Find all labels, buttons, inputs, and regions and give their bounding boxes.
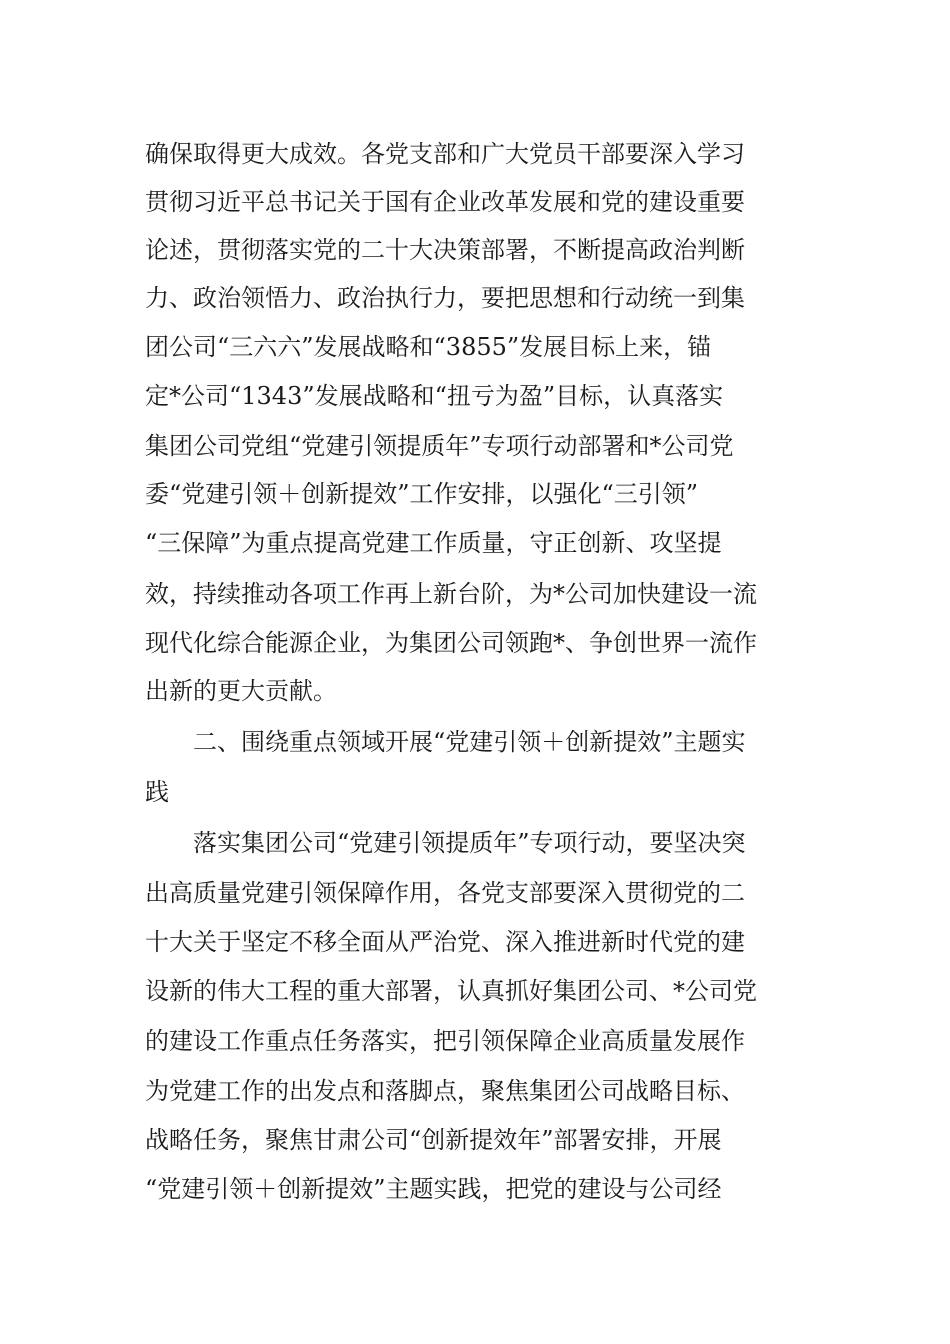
text-line-19: 的建设工作重点任务落实，把引领保障企业高质量发展作 xyxy=(145,1027,745,1055)
text-line-12: 出新的更大贡献。 xyxy=(145,677,337,705)
section-heading-line-2: 践 xyxy=(145,778,169,806)
text-line-9: “三保障”为重点提高党建工作质量，守正创新、攻坚提 xyxy=(145,529,722,557)
text-line-4: 力、政治领悟力、政治执行力，要把思想和行动统一到集 xyxy=(145,284,745,312)
text-line-2: 贯彻习近平总书记关于国有企业改革发展和党的建设重要 xyxy=(145,188,745,216)
text-line-17: 十大关于坚定不移全面从严治党、深入推进新时代党的建 xyxy=(145,928,745,956)
text-line-6: 定*公司“1343”发展战略和“扭亏为盈”目标，认真落实 xyxy=(145,382,724,410)
text-line-20: 为党建工作的出发点和落脚点，聚焦集团公司战略目标、 xyxy=(145,1077,745,1105)
text-line-7: 集团公司党组“党建引领提质年”专项行动部署和*公司党 xyxy=(145,432,734,460)
text-line-18: 设新的伟大工程的重大部署，认真抓好集团公司、*公司党 xyxy=(145,977,757,1005)
text-line-1: 确保取得更大成效。各党支部和广大党员干部要深入学习 xyxy=(145,140,745,168)
text-line-11: 现代化综合能源企业，为集团公司领跑*、争创世界一流作 xyxy=(145,629,757,657)
text-line-21: 战略任务，聚焦甘肃公司“创新提效年”部署安排，开展 xyxy=(145,1126,722,1154)
section-heading-line-1: 二、围绕重点领域开展“党建引领＋创新提效”主题实 xyxy=(193,728,746,756)
text-line-10: 效，持续推动各项工作再上新台阶，为*公司加快建设一流 xyxy=(145,580,757,608)
text-line-15: 落实集团公司“党建引领提质年”专项行动，要坚决突 xyxy=(193,829,746,857)
text-line-16: 出高质量党建引领保障作用，各党支部要深入贯彻党的二 xyxy=(145,879,745,907)
text-line-5: 团公司“三六六”发展战略和“3855”发展目标上来，锚 xyxy=(145,333,712,361)
text-line-8: 委“党建引领＋创新提效”工作安排，以强化“三引领” xyxy=(145,480,699,508)
text-line-22: “党建引领＋创新提效”主题实践，把党的建设与公司经 xyxy=(145,1175,722,1203)
text-line-3: 论述，贯彻落实党的二十大决策部署，不断提高政治判断 xyxy=(145,236,745,264)
